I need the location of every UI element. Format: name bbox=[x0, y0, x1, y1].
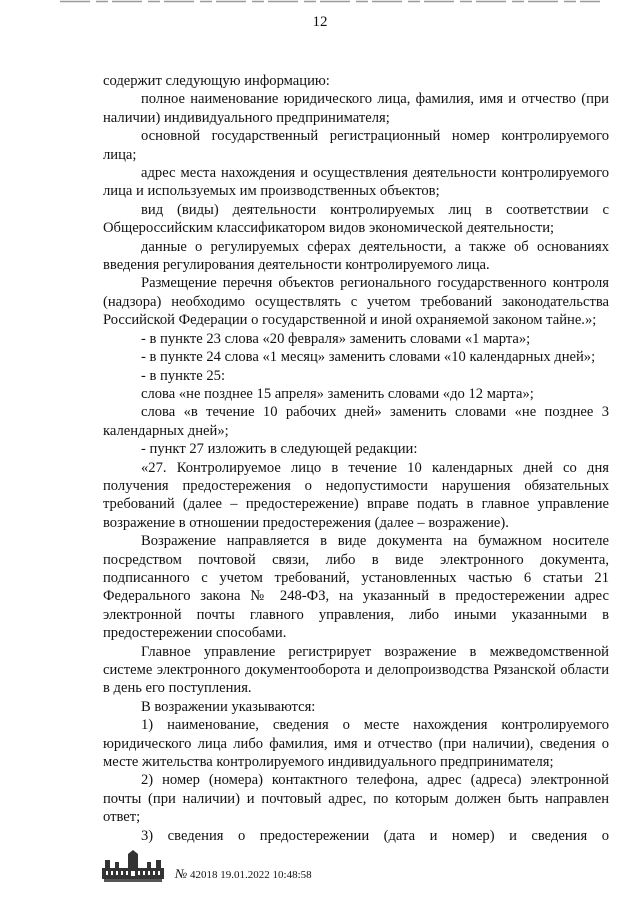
registration-stamp bbox=[175, 866, 312, 882]
number-sign: № bbox=[175, 866, 188, 881]
paragraph: В возражении указываются: bbox=[141, 698, 316, 715]
paragraph: адрес места нахождения и осуществления деятельности контролируемого лица и используемых им производственных объектов; bbox=[103, 165, 609, 200]
paragraph: основной государственный регистрационный номер контролируемого лица; bbox=[103, 128, 609, 163]
paragraph: «27. Контролируемое лицо в течение 10 календарных дней со дня получения предостережения о недопустимости нарушения обязательных требований (далее – предостережение) вправе подать в главное управление возражение в отношении предостережения (далее – возражение). bbox=[103, 459, 609, 531]
paragraph: 3) сведения о предостережении (дата и номер) и сведения о bbox=[141, 827, 609, 844]
paragraph: полное наименование юридического лица, фамилия, имя и отчество (при наличии) индивидуального предпринимателя; bbox=[103, 91, 609, 126]
page-number: 12 bbox=[312, 14, 328, 30]
paragraph: - в пункте 25: bbox=[141, 367, 226, 384]
paragraph: слова «не позднее 15 апреля» заменить словами «до 12 марта»; bbox=[141, 385, 534, 402]
paragraph: Размещение перечня объектов регионального государственного контроля (надзора) необходимо осуществлять с учетом требований законодательства Российской Федерации о государственной и иной охраняемой законом тайне.»; bbox=[103, 275, 609, 329]
paragraph: - пункт 27 изложить в следующей редакции: bbox=[141, 441, 418, 458]
paragraph: вид (виды) деятельности контролируемых лиц в соответствии с Общероссийским классификатором видов экономической деятельности; bbox=[103, 201, 609, 237]
paragraph: содержит следующую информацию: bbox=[103, 73, 330, 89]
document-body bbox=[103, 72, 609, 845]
kremlin-emblem-icon bbox=[101, 850, 165, 884]
paragraph: - в пункте 23 слова «20 февраля» заменить словами «1 марта»; bbox=[141, 330, 531, 347]
paragraph: 1) наименование, сведения о месте нахождения контролируемого юридического лица либо фамилия, имя и отчество (при наличии), сведения о месте жительства контролируемого индивидуального предпринимателя; bbox=[103, 717, 609, 771]
scan-top-edge bbox=[60, 0, 600, 3]
registration-number-date: 42018 19.01.2022 10:48:58 bbox=[190, 869, 312, 881]
paragraph: слова «в течение 10 рабочих дней» заменить словами «не позднее 3 календарных дней»; bbox=[103, 404, 609, 439]
paragraph: Возражение направляется в виде документа на бумажном носителе посредством почтовой связи, либо в виде электронного документа, подписанного с учетом требований, установленных частью 6 статьи 21 Федерального закона № 248-ФЗ, на указанный в предостережении адрес электронной почты главного управления, либо иными указанными в предостережении способами. bbox=[103, 533, 609, 642]
paragraph: - в пункте 24 слова «1 месяц» заменить словами «10 календарных дней»; bbox=[141, 349, 596, 366]
paragraph: данные о регулируемых сферах деятельности, а также об основаниях введения регулирования деятельности контролируемого лица. bbox=[103, 238, 609, 274]
paragraph: Главное управление регистрирует возражение в межведомственной системе электронного документооборота и делопроизводства Рязанской области в день его поступления. bbox=[103, 643, 609, 697]
paragraph: 2) номер (номера) контактного телефона, адрес (адреса) электронной почты (при наличии) и почтовый адрес, по которым должен быть направлен ответ; bbox=[103, 772, 609, 826]
